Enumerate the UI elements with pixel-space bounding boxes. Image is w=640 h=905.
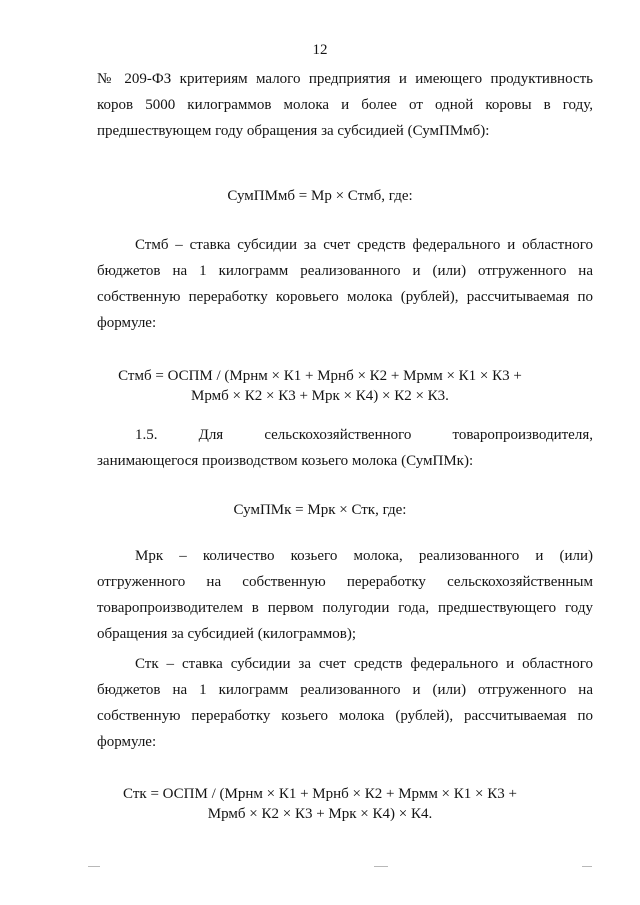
- formula-sumk: [0, 500, 640, 520]
- section-1-5-heading: [97, 422, 593, 448]
- formula-stk-line-2: Мрмб × К2 × К3 + Мрк × К4) × К4.: [207, 806, 433, 822]
- formula-stmb: [0, 366, 640, 406]
- formula-stmb-line-1: Стмб = ОСПМ / (Мрнм × К1 + Мрнб × К2 + Мрмм × К1 × К3 +: [118, 368, 522, 384]
- mrk-definition: Мрк – количество козьего молока, реализованного и (или) отгруженного на собственную переработку сельскохозяйственным товаропроизводителем в первом полугодии года, предшествующего году обращения за субсидией (килограммов);: [97, 548, 593, 642]
- section-word-2: сельскохозяйственного: [264, 427, 412, 443]
- formula-stmb-line-2: Мрмб × К2 × К3 + Мрк × К4) × К2 × К3.: [191, 388, 449, 404]
- stk-definition: Стк – ставка субсидии за счет средств федерального и областного бюджетов на 1 килограмм реализованного и (или) отгруженного на собственную переработку козьего молока (рублей), рассчитываемая по формуле:: [97, 656, 593, 750]
- page-number: 12: [312, 42, 328, 58]
- intro-paragraph: № 209-ФЗ критериям малого предприятия и имеющего продуктивность коров 5000 килограммов молока и более от одной коровы в году, предшествующем году обращения за субсидией (СумПМмб):: [97, 71, 593, 139]
- formula-sumk-line: СумПМк = Мрк × Стк, где:: [233, 502, 407, 518]
- formula-stk: [0, 784, 640, 824]
- scan-artifact: [582, 866, 592, 867]
- formula-summb: [0, 186, 640, 206]
- formula-summb-line: СумПМмб = Мр × Стмб, где:: [227, 188, 413, 204]
- section-1-5-continuation: занимающегося производством козьего молока (СумПМк):: [97, 453, 474, 469]
- section-word-3: товаропроизводителя,: [452, 427, 593, 443]
- section-1-5: [97, 422, 593, 474]
- section-word-1: Для: [198, 427, 224, 443]
- stmb-definition: Стмб – ставка субсидии за счет средств федерального и областного бюджетов на 1 килограмм реализованного и (или) отгруженного на собственную переработку коровьего молока (рублей), рассчитываемая по формуле:: [97, 237, 593, 331]
- scan-artifact: [88, 866, 100, 867]
- section-number: 1.5.: [135, 427, 158, 443]
- scan-artifact: [374, 866, 388, 867]
- formula-stk-line-1: Стк = ОСПМ / (Мрнм × К1 + Мрнб × К2 + Мрмм × К1 × К3 +: [123, 786, 517, 802]
